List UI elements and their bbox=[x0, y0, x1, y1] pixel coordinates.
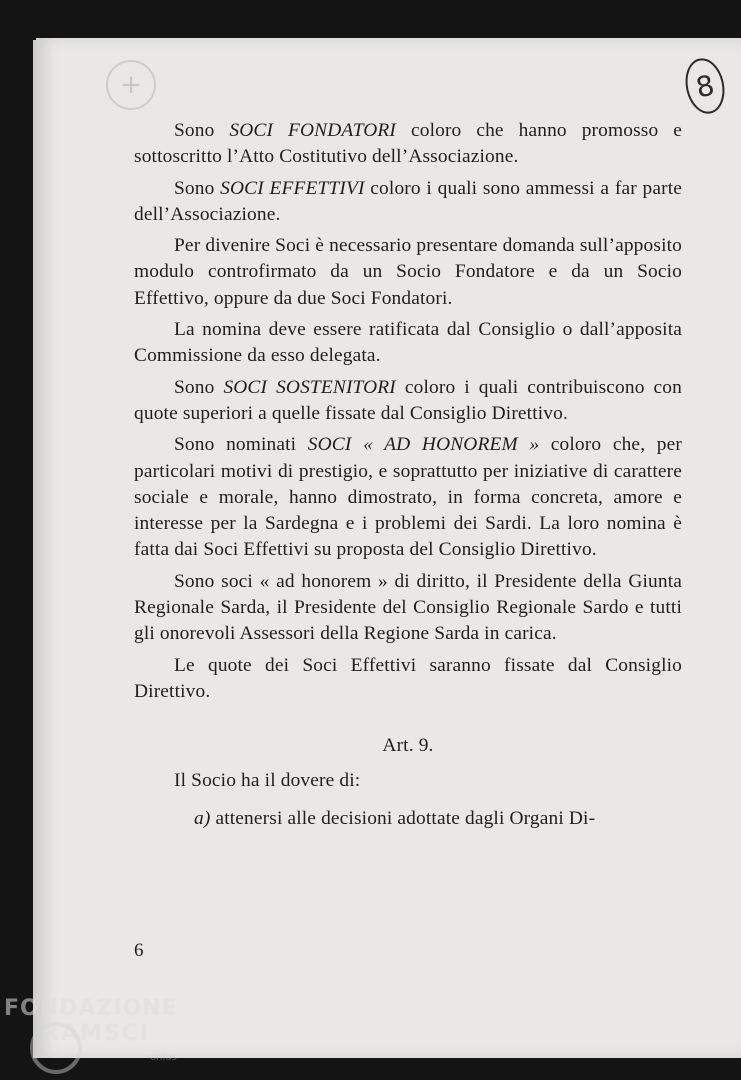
watermark-line1: FONDAZIONE bbox=[4, 996, 178, 1021]
stamp-ghost-icon: + bbox=[106, 60, 156, 110]
paragraph-soci-fondatori: Sono SOCI FONDATORI coloro che hanno promosso e sottoscritto l’Atto Costitutivo dell’Associazione. bbox=[134, 120, 682, 168]
watermark-line2: RAMSCI bbox=[42, 1021, 151, 1046]
paragraph-domanda: Per divenire Soci è necessario presentare domanda sull’apposito modulo controfirmato da un Socio Fondatore e da un Socio Effettivo, oppure da due Soci Fondatori. bbox=[134, 235, 682, 309]
duty-item-a-label: a) bbox=[194, 807, 211, 829]
article-heading: Art. 9. bbox=[382, 735, 434, 757]
paragraph-ratifica: La nomina deve essere ratificata dal Consiglio o dall’apposita Commissione da esso delegata. bbox=[134, 319, 682, 367]
watermark-small: onlus bbox=[150, 1052, 177, 1063]
paragraph-soci-sostenitori: Sono SOCI SOSTENITORI coloro i quali contribuiscono con quote superiori a quelle fissate dal Consiglio Direttivo. bbox=[134, 376, 682, 424]
duty-intro: Il Socio ha il dovere di: bbox=[174, 769, 361, 791]
duty-item-a: a) attenersi alle decisioni adottate dagli Organi Di- bbox=[194, 807, 596, 829]
page-number: 6 bbox=[134, 940, 144, 961]
paragraph-soci-di-diritto: Sono soci « ad honorem » di diritto, il Presidente della Giunta Regionale Sarda, il Presidente del Consiglio Regionale Sardo e tutti gli onorevoli Assessori della Regione Sarda in carica. bbox=[134, 570, 682, 645]
handwritten-page-mark: 8 bbox=[681, 55, 730, 118]
watermark bbox=[4, 996, 178, 1046]
body-text bbox=[134, 118, 682, 832]
paragraph-soci-effettivi: Sono SOCI EFFETTIVI coloro i quali sono ammessi a far parte dell’Associazione. bbox=[134, 177, 682, 225]
paragraph-soci-ad-honorem: Sono nominati SOCI « AD HONOREM » coloro che, per particolari motivi di prestigio, e soprattutto per iniziative di carattere sociale e morale, hanno dimostrato, in forma concreta, amore e interesse per la Sardegna e i problemi dei Sardi. La loro nomina è fatta dai Soci Effettivi su proposta del Consiglio Direttivo. bbox=[134, 434, 682, 561]
paragraph-quote: Le quote dei Soci Effettivi saranno fissate dal Consiglio Direttivo. bbox=[134, 654, 682, 702]
